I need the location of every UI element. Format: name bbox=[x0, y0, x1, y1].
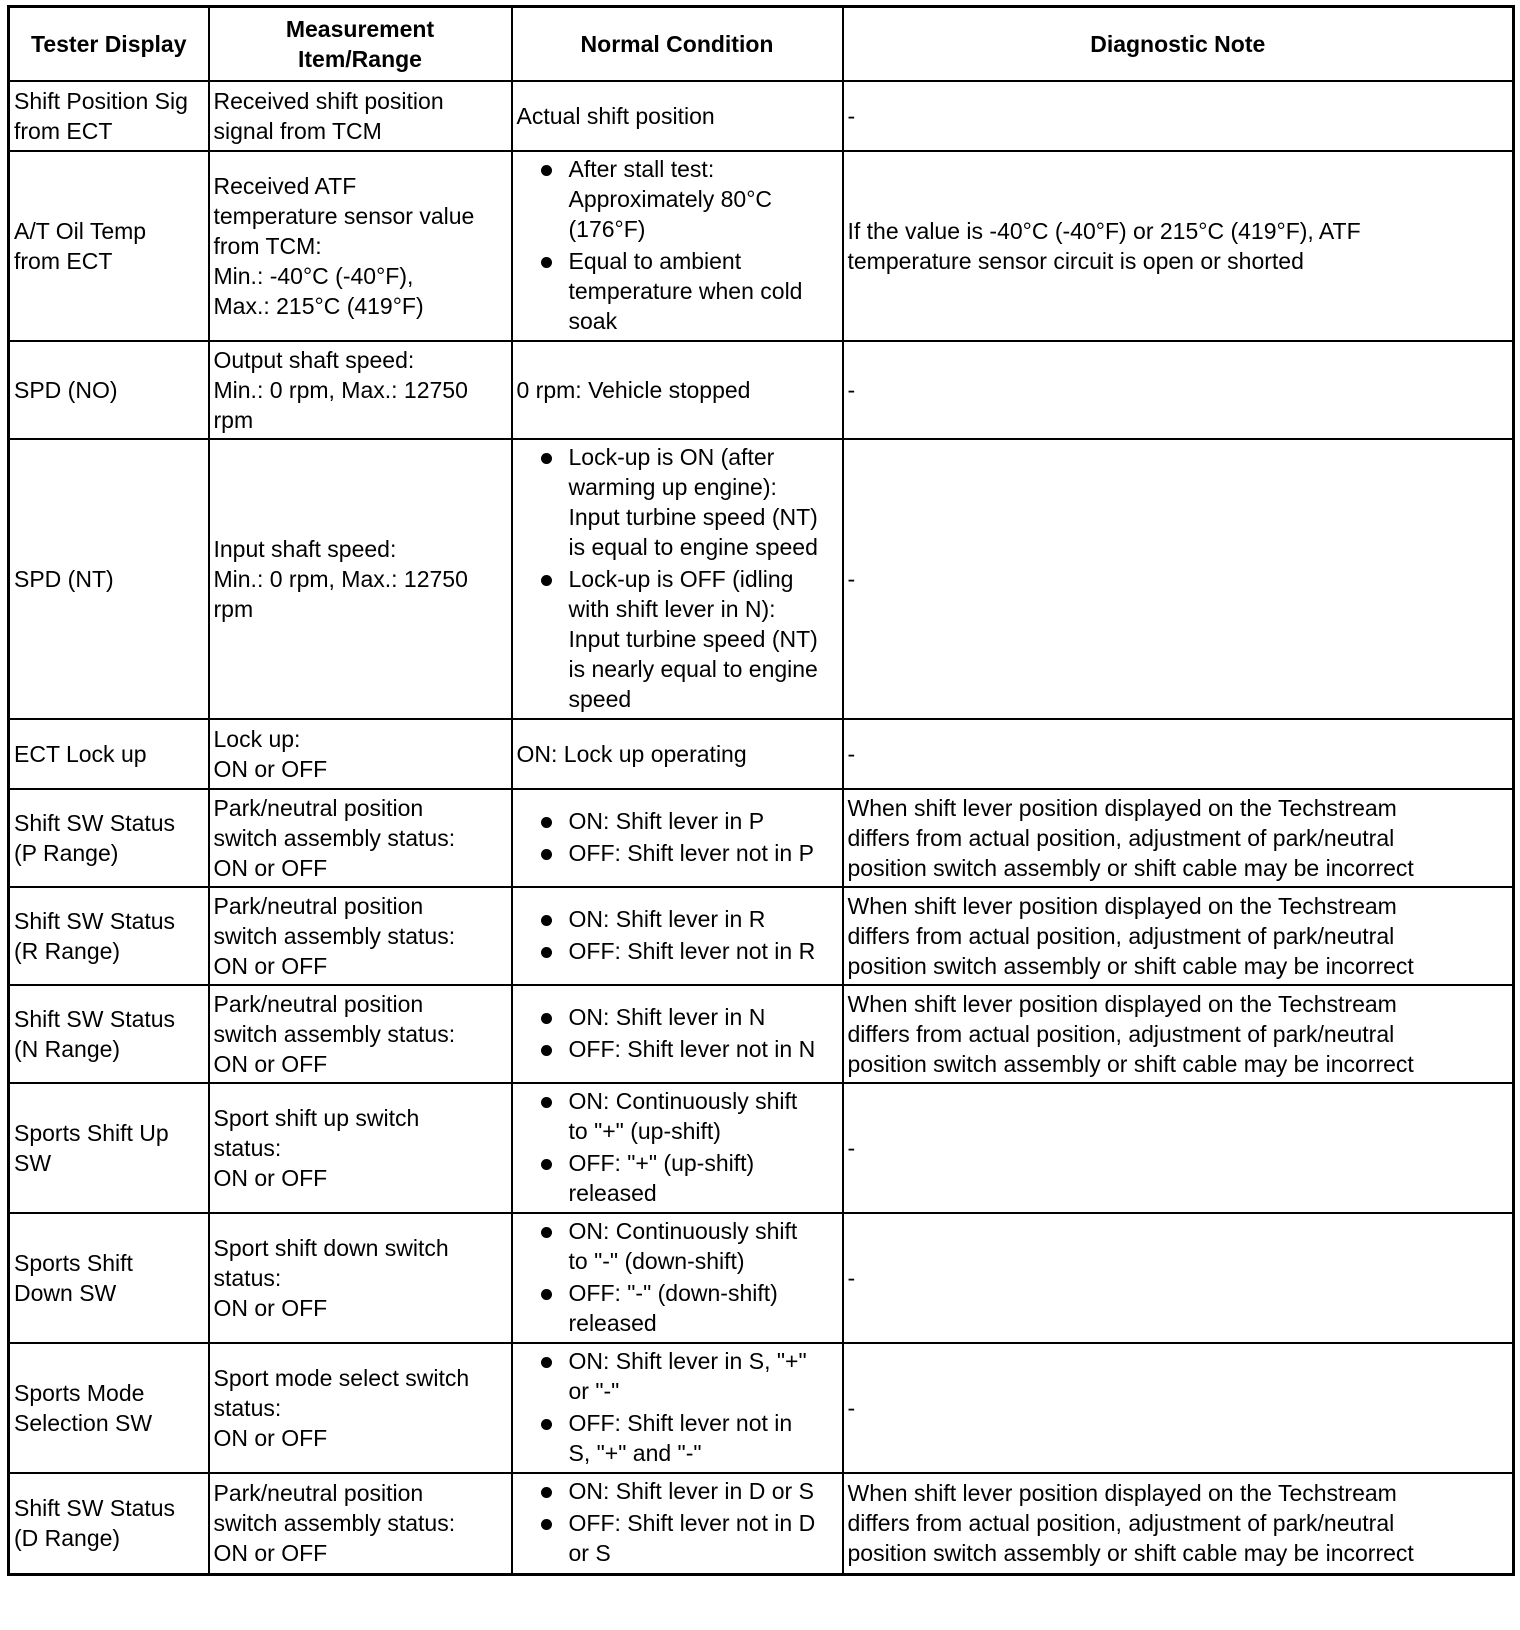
normal-condition-cell bbox=[512, 341, 843, 439]
table-row bbox=[9, 151, 1514, 341]
table-row bbox=[9, 887, 1514, 985]
diagnostic-note-cell bbox=[843, 1083, 1514, 1213]
tester-display-cell bbox=[9, 887, 209, 985]
diagnostic-note-line: position switch assembly or shift cable may be incorrect bbox=[847, 855, 1414, 881]
table-row bbox=[9, 1213, 1514, 1343]
empty-note-dash: - bbox=[847, 566, 856, 592]
diagnostic-note-line: If the value is -40°C (-40°F) or 215°C (419°F), ATF bbox=[847, 218, 1361, 244]
bullet-line: or S bbox=[568, 1540, 611, 1567]
measurement-cell bbox=[209, 985, 512, 1083]
data-list-sheet bbox=[7, 5, 1512, 1576]
measurement-cell bbox=[209, 1343, 512, 1473]
bullet-item bbox=[517, 1346, 838, 1406]
measurement-cell bbox=[209, 439, 512, 719]
empty-note-dash: - bbox=[847, 1395, 856, 1421]
tester-display-line: SPD (NT) bbox=[14, 566, 114, 592]
measurement-line: status: bbox=[213, 1265, 282, 1291]
tester-display-line: Shift SW Status bbox=[14, 1006, 176, 1032]
bullet-item bbox=[517, 246, 838, 336]
normal-condition-cell bbox=[512, 1473, 843, 1574]
diagnostic-note-cell bbox=[843, 1473, 1514, 1574]
bullet-line: released bbox=[568, 1310, 657, 1336]
normal-condition-cell bbox=[512, 985, 843, 1083]
normal-condition-list bbox=[517, 904, 838, 966]
tester-display-cell bbox=[9, 151, 209, 341]
data-list-table bbox=[7, 5, 1515, 1576]
tester-display-cell bbox=[9, 1473, 209, 1574]
bullet-line: to "+" (up-shift) bbox=[568, 1118, 721, 1144]
bullet-line: soak bbox=[568, 308, 618, 334]
tester-display-line: Shift Position Sig bbox=[14, 88, 188, 114]
bullet-item bbox=[517, 564, 838, 714]
measurement-line: from TCM: bbox=[213, 233, 322, 259]
measurement-line: Max.: 215°C (419°F) bbox=[213, 293, 424, 319]
table-row bbox=[9, 341, 1514, 439]
diagnostic-note-line: differs from actual position, adjustment of park/neutral bbox=[847, 1021, 1395, 1047]
diagnostic-note-line: When shift lever position displayed on the Techstream bbox=[847, 1480, 1397, 1507]
measurement-line: Min.: 0 rpm, Max.: 12750 bbox=[213, 566, 468, 592]
bullet-line: temperature when cold bbox=[568, 278, 803, 304]
bullet-item bbox=[517, 1508, 838, 1568]
bullet-item bbox=[517, 838, 838, 868]
diagnostic-note-line: When shift lever position displayed on the Techstream bbox=[847, 795, 1397, 821]
measurement-line: status: bbox=[213, 1395, 282, 1421]
diagnostic-note-line: position switch assembly or shift cable may be incorrect bbox=[847, 953, 1414, 979]
measurement-line: Output shaft speed: bbox=[213, 347, 415, 373]
diagnostic-note-line: position switch assembly or shift cable may be incorrect bbox=[847, 1051, 1414, 1077]
measurement-line: status: bbox=[213, 1135, 282, 1161]
tester-display-line: Sports Shift Up bbox=[14, 1120, 169, 1146]
measurement-line: Sport shift up switch bbox=[213, 1105, 420, 1131]
empty-note-dash: - bbox=[847, 377, 856, 403]
normal-condition-list bbox=[517, 154, 838, 336]
normal-condition-cell bbox=[512, 1083, 843, 1213]
measurement-line: Park/neutral position bbox=[213, 893, 424, 919]
measurement-line: ON or OFF bbox=[213, 1295, 328, 1321]
bullet-item bbox=[517, 936, 838, 966]
measurement-line: switch assembly status: bbox=[213, 1510, 456, 1537]
tester-display-line: Shift SW Status bbox=[14, 810, 176, 836]
diagnostic-note-line: differs from actual position, adjustment of park/neutral bbox=[847, 825, 1395, 851]
table-row bbox=[9, 1083, 1514, 1213]
bullet-line: ON: Shift lever in S, "+" bbox=[568, 1348, 807, 1374]
bullet-line: Input turbine speed (NT) bbox=[568, 504, 818, 530]
bullet-line: OFF: Shift lever not in P bbox=[568, 840, 814, 866]
normal-condition-cell bbox=[512, 719, 843, 789]
tester-display-cell bbox=[9, 1083, 209, 1213]
tester-display-line: (P Range) bbox=[14, 840, 119, 866]
tester-display-line: Selection SW bbox=[14, 1410, 153, 1436]
diagnostic-note-cell bbox=[843, 789, 1514, 887]
bullet-item bbox=[517, 442, 838, 562]
bullet-line: ON: Shift lever in R bbox=[568, 906, 766, 932]
diagnostic-note-cell bbox=[843, 439, 1514, 719]
bullet-line: Equal to ambient bbox=[568, 248, 742, 274]
bullet-item bbox=[517, 1148, 838, 1208]
normal-condition-list bbox=[517, 1476, 838, 1568]
measurement-line: Sport mode select switch bbox=[213, 1365, 470, 1391]
bullet-item bbox=[517, 1002, 838, 1032]
measurement-cell bbox=[209, 887, 512, 985]
tester-display-line: (R Range) bbox=[14, 938, 121, 964]
measurement-line: ON or OFF bbox=[213, 756, 328, 782]
normal-condition-cell bbox=[512, 789, 843, 887]
empty-note-dash: - bbox=[847, 1265, 856, 1291]
measurement-cell bbox=[209, 789, 512, 887]
measurement-line: Park/neutral position bbox=[213, 991, 424, 1017]
normal-condition-text: Actual shift position bbox=[516, 103, 715, 129]
bullet-item bbox=[517, 806, 838, 836]
tester-display-cell bbox=[9, 985, 209, 1083]
measurement-line: Received ATF bbox=[213, 173, 357, 199]
bullet-item bbox=[517, 1216, 838, 1276]
header-row bbox=[9, 7, 1514, 82]
bullet-line: Input turbine speed (NT) bbox=[568, 626, 818, 652]
bullet-line: ON: Continuously shift bbox=[568, 1088, 798, 1114]
measurement-line: ON or OFF bbox=[213, 1165, 328, 1191]
measurement-cell bbox=[209, 1213, 512, 1343]
bullet-line: is nearly equal to engine bbox=[568, 656, 818, 682]
bullet-line: After stall test: bbox=[568, 156, 715, 182]
bullet-line: ON: Continuously shift bbox=[568, 1218, 798, 1244]
tester-display-cell bbox=[9, 439, 209, 719]
bullet-item bbox=[517, 904, 838, 934]
bullet-line: OFF: Shift lever not in D bbox=[568, 1510, 816, 1537]
tester-display-cell bbox=[9, 81, 209, 151]
diagnostic-note-line: When shift lever position displayed on the Techstream bbox=[847, 893, 1397, 919]
measurement-line: Input shaft speed: bbox=[213, 536, 397, 562]
measurement-cell bbox=[209, 1083, 512, 1213]
empty-note-dash: - bbox=[847, 741, 856, 767]
diagnostic-note-cell bbox=[843, 1343, 1514, 1473]
tester-display-line: Shift SW Status bbox=[14, 908, 176, 934]
measurement-cell bbox=[209, 341, 512, 439]
measurement-line: switch assembly status: bbox=[213, 1021, 456, 1047]
bullet-item bbox=[517, 1034, 838, 1064]
bullet-item bbox=[517, 154, 838, 244]
bullet-line: Approximately 80°C bbox=[568, 186, 773, 212]
measurement-line: Received shift position bbox=[213, 88, 444, 114]
normal-condition-list bbox=[517, 1346, 838, 1468]
bullet-line: ON: Shift lever in P bbox=[568, 808, 765, 834]
table-row bbox=[9, 81, 1514, 151]
diagnostic-note-cell bbox=[843, 1213, 1514, 1343]
bullet-item bbox=[517, 1408, 838, 1468]
table-row bbox=[9, 439, 1514, 719]
measurement-line: Min.: -40°C (-40°F), bbox=[213, 263, 414, 289]
diagnostic-note-cell bbox=[843, 151, 1514, 341]
normal-condition-list bbox=[517, 1216, 838, 1338]
diagnostic-note-line: differs from actual position, adjustment of park/neutral bbox=[847, 923, 1395, 949]
measurement-line: ON or OFF bbox=[213, 1051, 328, 1077]
bullet-line: OFF: Shift lever not in bbox=[568, 1410, 793, 1436]
tester-display-line: A/T Oil Temp bbox=[14, 218, 147, 244]
measurement-line: Park/neutral position bbox=[213, 1480, 424, 1507]
measurement-cell bbox=[209, 81, 512, 151]
normal-condition-cell bbox=[512, 887, 843, 985]
normal-condition-text: ON: Lock up operating bbox=[516, 741, 747, 767]
table-row bbox=[9, 1473, 1514, 1574]
table-row bbox=[9, 1343, 1514, 1473]
measurement-line: signal from TCM bbox=[213, 118, 382, 144]
measurement-line: Park/neutral position bbox=[213, 795, 424, 821]
tester-display-cell bbox=[9, 789, 209, 887]
bullet-line: or "-" bbox=[568, 1378, 620, 1404]
bullet-line: OFF: Shift lever not in N bbox=[568, 1036, 816, 1062]
measurement-line: ON or OFF bbox=[213, 855, 328, 881]
bullet-line: OFF: Shift lever not in R bbox=[568, 938, 816, 964]
bullet-line: released bbox=[568, 1180, 657, 1206]
bullet-line: ON: Shift lever in N bbox=[568, 1004, 766, 1030]
header-measurement-text: Measurement Item/Range bbox=[285, 16, 435, 72]
bullet-line: is equal to engine speed bbox=[568, 534, 818, 560]
tester-display-line: (D Range) bbox=[14, 1525, 121, 1552]
bullet-line: S, "+" and "-" bbox=[568, 1440, 702, 1466]
measurement-line: Sport shift down switch bbox=[213, 1235, 449, 1261]
diagnostic-note-cell bbox=[843, 985, 1514, 1083]
measurement-cell bbox=[209, 719, 512, 789]
diagnostic-note-cell bbox=[843, 81, 1514, 151]
bullet-line: OFF: "+" (up-shift) bbox=[568, 1150, 755, 1176]
measurement-line: rpm bbox=[213, 407, 254, 433]
tester-display-line: from ECT bbox=[14, 118, 113, 144]
tester-display-cell bbox=[9, 1213, 209, 1343]
tester-display-line: Shift SW Status bbox=[14, 1495, 176, 1522]
bullet-item bbox=[517, 1278, 838, 1338]
normal-condition-cell bbox=[512, 1213, 843, 1343]
header-tester-display: Tester Display bbox=[9, 7, 209, 82]
tester-display-line: Down SW bbox=[14, 1280, 117, 1306]
bullet-line: speed bbox=[568, 686, 632, 712]
tester-display-cell bbox=[9, 719, 209, 789]
bullet-item bbox=[517, 1476, 838, 1506]
normal-condition-list bbox=[517, 1086, 838, 1208]
tester-display-cell bbox=[9, 1343, 209, 1473]
diagnostic-note-cell bbox=[843, 887, 1514, 985]
tester-display-line: SW bbox=[14, 1150, 52, 1176]
tester-display-line: SPD (NO) bbox=[14, 377, 118, 403]
normal-condition-cell bbox=[512, 81, 843, 151]
normal-condition-list bbox=[517, 1002, 838, 1064]
tester-display-line: ECT Lock up bbox=[14, 741, 147, 767]
diagnostic-note-line: temperature sensor circuit is open or shorted bbox=[847, 248, 1304, 274]
table-row bbox=[9, 789, 1514, 887]
measurement-line: rpm bbox=[213, 596, 254, 622]
tester-display-cell bbox=[9, 341, 209, 439]
measurement-line: Lock up: bbox=[213, 726, 301, 752]
empty-note-dash: - bbox=[847, 1135, 856, 1161]
normal-condition-cell bbox=[512, 439, 843, 719]
bullet-line: ON: Shift lever in D or S bbox=[568, 1478, 814, 1505]
header-measurement-item-range bbox=[209, 7, 512, 82]
normal-condition-list bbox=[517, 442, 838, 714]
diagnostic-note-line: differs from actual position, adjustment of park/neutral bbox=[847, 1510, 1395, 1537]
measurement-line: ON or OFF bbox=[213, 953, 328, 979]
empty-note-dash: - bbox=[847, 103, 856, 129]
bullet-line: Lock-up is OFF (idling bbox=[568, 566, 794, 592]
table-row bbox=[9, 985, 1514, 1083]
normal-condition-cell bbox=[512, 1343, 843, 1473]
bullet-line: to "-" (down-shift) bbox=[568, 1248, 745, 1274]
measurement-line: Min.: 0 rpm, Max.: 12750 bbox=[213, 377, 468, 403]
bullet-line: warming up engine): bbox=[568, 474, 777, 500]
tester-display-line: (N Range) bbox=[14, 1036, 121, 1062]
measurement-line: ON or OFF bbox=[213, 1540, 328, 1567]
normal-condition-cell bbox=[512, 151, 843, 341]
diagnostic-note-cell bbox=[843, 719, 1514, 789]
bullet-line: with shift lever in N): bbox=[568, 596, 776, 622]
bullet-line: OFF: "-" (down-shift) bbox=[568, 1280, 778, 1306]
measurement-cell bbox=[209, 151, 512, 341]
normal-condition-list bbox=[517, 806, 838, 868]
normal-condition-text: 0 rpm: Vehicle stopped bbox=[516, 377, 751, 403]
bullet-line: (176°F) bbox=[568, 216, 646, 242]
table-body bbox=[9, 81, 1514, 1574]
measurement-line: ON or OFF bbox=[213, 1425, 328, 1451]
diagnostic-note-line: position switch assembly or shift cable may be incorrect bbox=[847, 1540, 1414, 1567]
header-normal-condition: Normal Condition bbox=[512, 7, 843, 82]
tester-display-line: from ECT bbox=[14, 248, 113, 274]
diagnostic-note-cell bbox=[843, 341, 1514, 439]
tester-display-line: Sports Mode bbox=[14, 1380, 145, 1406]
bullet-item bbox=[517, 1086, 838, 1146]
measurement-line: switch assembly status: bbox=[213, 825, 456, 851]
diagnostic-note-line: When shift lever position displayed on the Techstream bbox=[847, 991, 1397, 1017]
measurement-cell bbox=[209, 1473, 512, 1574]
measurement-line: switch assembly status: bbox=[213, 923, 456, 949]
header-diagnostic-note: Diagnostic Note bbox=[843, 7, 1514, 82]
tester-display-line: Sports Shift bbox=[14, 1250, 133, 1276]
table-row bbox=[9, 719, 1514, 789]
bullet-line: Lock-up is ON (after bbox=[568, 444, 775, 470]
measurement-line: temperature sensor value bbox=[213, 203, 475, 229]
